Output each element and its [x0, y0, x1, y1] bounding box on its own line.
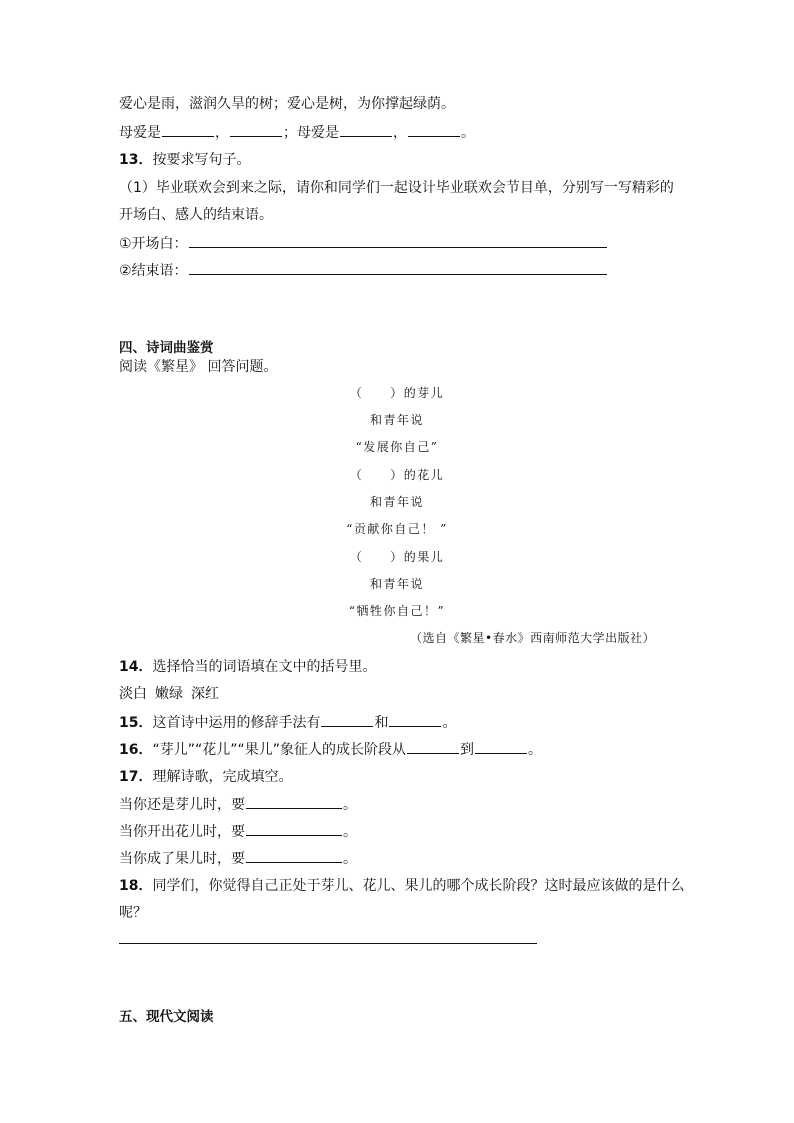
question-17-row-3 — [119, 848, 357, 869]
poem-line-4: （ ）的花儿 — [349, 468, 445, 482]
question-16-text-b: 到 — [460, 742, 475, 758]
question-18-line-1: 同学们，你觉得自己正处于芽儿、花儿、果儿的哪个成长阶段？这时最应该做的是什么 — [152, 878, 685, 894]
stage-blank-to[interactable] — [475, 739, 527, 754]
question-13 — [119, 150, 250, 170]
poem-line-8: 和青年说 — [369, 577, 424, 591]
word-choice-3: 深红 — [191, 686, 219, 702]
poem-line-1: （ ）的芽儿 — [349, 386, 445, 400]
poem-line-2: 和青年说 — [369, 413, 424, 427]
question-16 — [119, 739, 542, 760]
question-17-end-2: 。 — [343, 824, 357, 840]
question-17-line-2: 当你开出花儿时，要 — [119, 824, 245, 840]
love-line-2-text-a: 母爱是 — [119, 125, 161, 141]
answer-line-18[interactable] — [119, 943, 537, 944]
question-14-title: 选择恰当的词语填在文中的括号里。 — [152, 659, 377, 675]
love-blank-4[interactable] — [408, 122, 460, 137]
section-4-intro: 阅读《繁星》 回答问题。 — [119, 359, 278, 375]
question-15-number: 15． — [119, 715, 153, 731]
opening-remark-label: ①开场白： — [119, 236, 188, 252]
love-line-2 — [119, 122, 475, 143]
question-16-text-a: “芽儿”“花儿”“果儿”象征人的成长阶段从 — [152, 742, 407, 758]
question-17-line-3: 当你成了果儿时，要 — [119, 851, 245, 867]
question-14-number: 14． — [119, 659, 153, 675]
love-line-2-text-e: 。 — [461, 125, 475, 141]
closing-remark-row — [119, 260, 608, 281]
question-15 — [119, 712, 456, 733]
rhetoric-blank-1[interactable] — [321, 712, 373, 727]
poem-line-5: 和青年说 — [369, 495, 424, 509]
rhetoric-blank-2[interactable] — [389, 712, 441, 727]
question-13-sub1-line1: （1）毕业联欢会到来之际，请你和同学们一起设计毕业联欢会节目单，分别写一写精彩的 — [119, 180, 674, 196]
question-15-text-b: 和 — [374, 715, 389, 731]
question-17-title: 理解诗歌，完成填空。 — [152, 769, 293, 785]
love-line-2-text-c: ；母爱是 — [283, 125, 339, 141]
poem-line-3: “发展你自己” — [355, 440, 439, 454]
question-16-text-c: 。 — [528, 742, 543, 758]
section-4-title: 四、诗词曲鉴赏 — [119, 340, 214, 356]
fruit-blank[interactable] — [246, 848, 342, 863]
question-17-end-3: 。 — [343, 851, 357, 867]
question-18 — [119, 876, 684, 896]
poem-source: （选自《繁星•春水》西南师范大学出版社） — [410, 631, 656, 645]
love-blank-3[interactable] — [340, 122, 392, 137]
question-17 — [119, 767, 292, 787]
love-line-1: 爱心是雨，滋润久旱的树；爱心是树，为你撑起绿荫。 — [119, 96, 455, 112]
question-18-number: 18． — [119, 878, 153, 894]
question-18-line-2: 呢？ — [119, 905, 147, 921]
question-15-text-a: 这首诗中运用的修辞手法有 — [152, 715, 321, 731]
closing-remark-label: ②结束语： — [119, 263, 188, 279]
question-17-number: 17． — [119, 769, 153, 785]
poem-line-6: “贡献你自己！ ” — [346, 522, 448, 536]
opening-remark-blank[interactable] — [189, 233, 607, 248]
question-17-end-1: 。 — [343, 797, 357, 813]
question-14 — [119, 657, 376, 677]
word-choice-1: 淡白 — [119, 686, 147, 702]
love-blank-1[interactable] — [162, 122, 214, 137]
question-13-number: 13． — [119, 152, 153, 168]
love-line-2-text-d: ， — [393, 125, 407, 141]
question-17-row-2 — [119, 821, 357, 842]
question-17-row-1 — [119, 794, 357, 815]
question-13-sub1-line2: 开场白、感人的结束语。 — [119, 207, 273, 223]
question-13-title: 按要求写句子。 — [152, 152, 251, 168]
closing-remark-blank[interactable] — [189, 260, 607, 275]
bud-blank[interactable] — [246, 794, 342, 809]
poem-line-7: （ ）的果儿 — [349, 550, 445, 564]
word-choices — [119, 684, 227, 704]
question-15-text-c: 。 — [442, 715, 457, 731]
love-line-2-text-b: ， — [215, 125, 229, 141]
love-blank-2[interactable] — [230, 122, 282, 137]
flower-blank[interactable] — [246, 821, 342, 836]
stage-blank-from[interactable] — [407, 739, 459, 754]
poem-line-9: “牺牲你自己！” — [348, 604, 446, 618]
question-16-number: 16． — [119, 742, 153, 758]
question-17-line-1: 当你还是芽儿时，要 — [119, 797, 245, 813]
section-5-title: 五、现代文阅读 — [119, 1009, 214, 1025]
word-choice-2: 嫩绿 — [155, 686, 183, 702]
opening-remark-row — [119, 233, 608, 254]
